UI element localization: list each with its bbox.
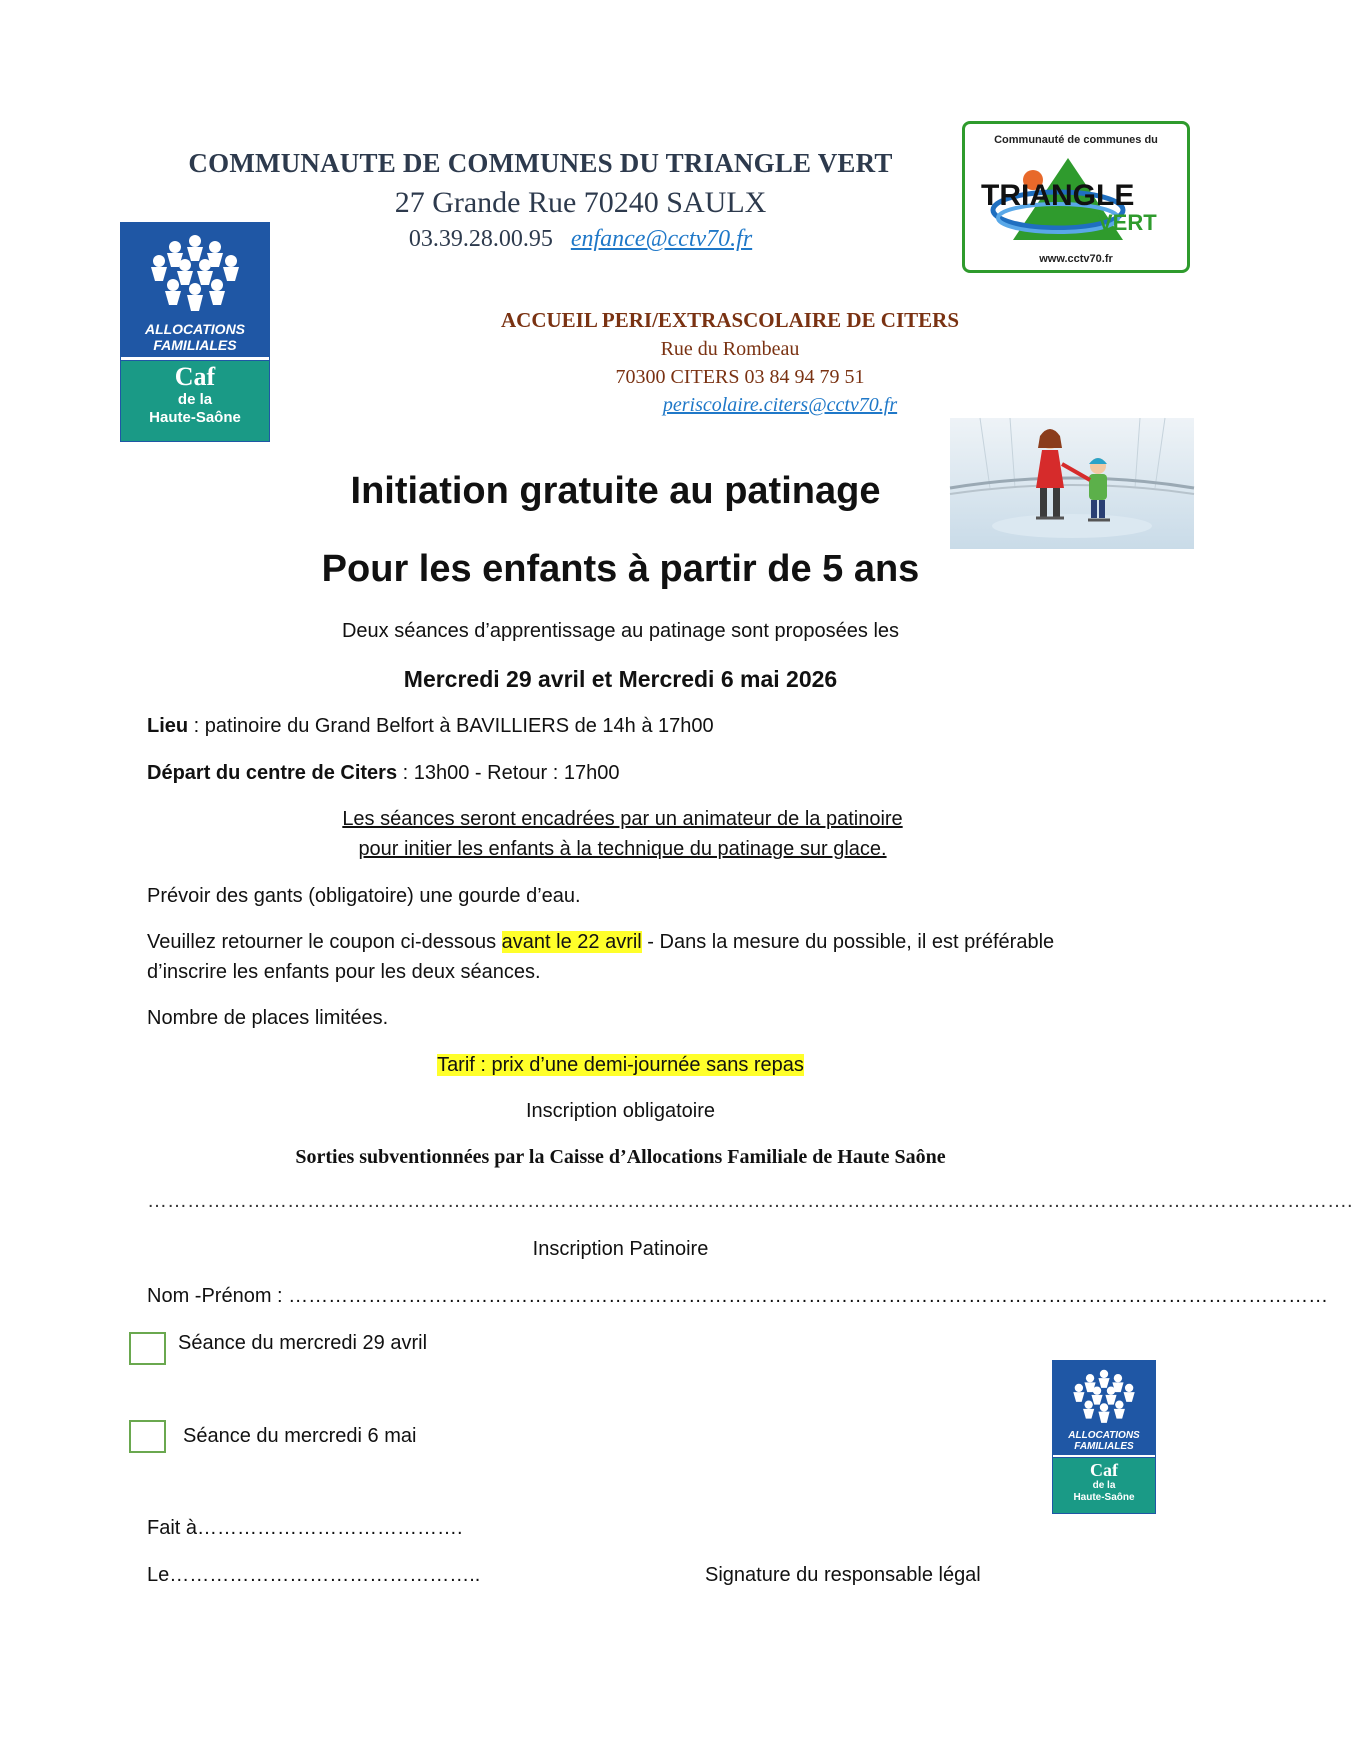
caf-logo-line1: ALLOCATIONS <box>144 321 246 337</box>
org-address: 27 Grande Rue 70240 SAULX <box>394 186 767 219</box>
place-field[interactable]: Fait à…………………………………. <box>147 1517 463 1539</box>
triangle-logo-word2: VERT <box>1098 210 1157 235</box>
name-dots: ………………………………………………………………………………………………………………………………………… <box>288 1285 1329 1307</box>
accueil-email <box>640 394 920 417</box>
coupon-title: Inscription Patinoire <box>532 1238 709 1260</box>
departure-line <box>147 762 619 785</box>
deadline-highlight: avant le 22 avril <box>501 931 642 953</box>
accueil-city-phone: 70300 CITERS 03 84 94 79 51 <box>615 366 865 388</box>
location-line <box>147 715 714 738</box>
triangle-logo-word1: TRIANGLE <box>981 179 1135 212</box>
session-dates: Mercredi 29 avril et Mercredi 6 mai 2026 <box>403 666 838 692</box>
caf-logo-line2: FAMILIALES <box>1074 1441 1134 1452</box>
org-phone: 03.39.28.00.95 <box>408 226 553 252</box>
main-title: Initiation gratuite au patinage <box>350 470 881 512</box>
seance-2-checkbox[interactable] <box>129 1420 166 1453</box>
seance-2-label: Séance du mercredi 6 mai <box>183 1425 417 1447</box>
departure-label: Départ du centre de Citers <box>147 762 398 784</box>
accueil-title: ACCUEIL PERI/EXTRASCOLAIRE DE CITERS <box>500 308 960 332</box>
price-note: Tarif : prix d’une demi-journée sans repas <box>437 1054 804 1076</box>
coupon-cut-line: ………………………………………………………………………………………………………………………………………………………………. <box>147 1190 1353 1212</box>
caf-logo-de-la: de la <box>1092 1480 1116 1491</box>
return-coupon-line-2: d’inscrire les enfants pour les deux séances. <box>147 961 541 983</box>
location-label: Lieu <box>147 715 189 737</box>
triangle-vert-logo <box>962 121 1190 273</box>
triangle-logo-graphic <box>973 150 1179 250</box>
caf-family-icon <box>145 231 245 317</box>
org-name: COMMUNAUTE DE COMMUNES DU TRIANGLE VERT <box>188 148 893 178</box>
caf-logo-caf: Caf <box>174 362 216 391</box>
supervision-line-1: Les séances seront encadrées par un animateur de la patinoire <box>342 808 903 830</box>
name-field[interactable] <box>147 1285 1328 1308</box>
seance-1-label: Séance du mercredi 29 avril <box>178 1332 428 1354</box>
caf-logo-region: Haute-Saône <box>149 409 241 426</box>
caf-logo-de-la: de la <box>177 391 213 408</box>
caf-logo-caf: Caf <box>1090 1460 1118 1480</box>
supervision-line-2: pour initier les enfants à la technique du patinage sur glace. <box>358 838 887 860</box>
limited-places-note: Nombre de places limitées. <box>147 1007 389 1029</box>
signature-label: Signature du responsable légal <box>705 1564 981 1586</box>
caf-logo <box>120 222 270 442</box>
departure-text: : 13h00 - Retour : 17h00 <box>397 762 620 784</box>
mandatory-registration: Inscription obligatoire <box>526 1100 715 1122</box>
name-label: Nom -Prénom : <box>147 1285 289 1307</box>
caf-family-icon <box>1069 1367 1139 1427</box>
org-email-link[interactable]: enfance@cctv70.fr <box>570 226 753 252</box>
equipment-note: Prévoir des gants (obligatoire) une gourde d’eau. <box>147 885 581 907</box>
triangle-logo-url: www.cctv70.fr <box>1039 253 1113 265</box>
intro-text: Deux séances d’apprentissage au patinage sont proposées les <box>341 620 900 642</box>
location-text: : patinoire du Grand Belfort à BAVILLIERS de 14h à 17h00 <box>188 715 714 737</box>
subsidy-note: Sorties subventionnées par la Caisse d’Allocations Familiale de Haute Saône <box>295 1146 946 1168</box>
caf-logo-line2: FAMILIALES <box>153 337 237 353</box>
accueil-email-link[interactable]: periscolaire.citers@cctv70.fr <box>662 394 898 416</box>
caf-logo-line1: ALLOCATIONS <box>1068 1430 1140 1441</box>
sub-title: Pour les enfants à partir de 5 ans <box>321 548 920 590</box>
return-coupon-line-1: Veuillez retourner le coupon ci-dessous avant le 22 avril - Dans la mesure du possible, il est préférable <box>147 931 1055 953</box>
accueil-street: Rue du Rombeau <box>660 338 800 360</box>
seance-1-checkbox[interactable] <box>129 1332 166 1365</box>
triangle-logo-top-text: Communauté de communes du <box>994 134 1158 146</box>
caf-logo-bottom <box>1052 1360 1156 1514</box>
caf-logo-region: Haute-Saône <box>1073 1492 1135 1503</box>
date-field[interactable]: Le……………………………………….. <box>147 1564 481 1586</box>
